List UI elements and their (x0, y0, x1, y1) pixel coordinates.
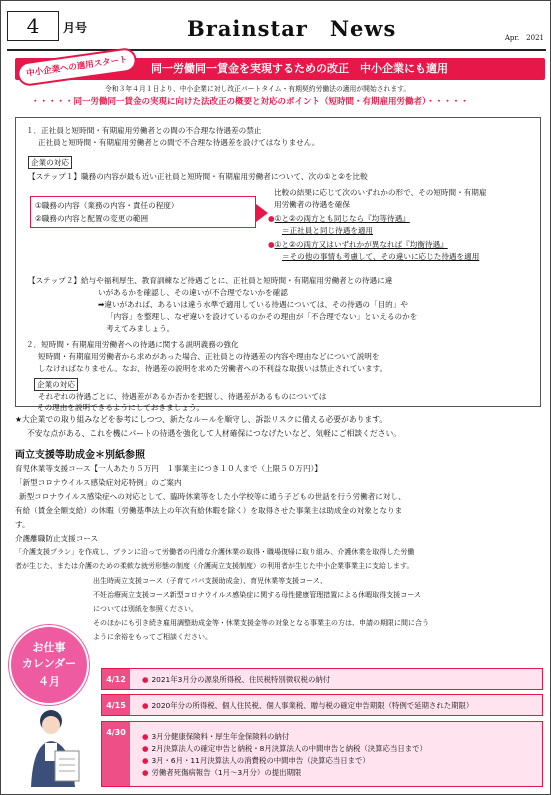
issue-unit: 月号 (63, 21, 88, 35)
right-arrow-icon (256, 204, 268, 222)
section1-heading: １．正社員と短時間・有期雇用労働者との間の不合理な待遇差の禁止 (26, 126, 262, 135)
section1-body: 正社員と短時間・有期雇用労働者との間で不合理な待遇差を設けてはなりません。 (38, 138, 320, 147)
other-course-3: については別紙を参照ください。 (93, 605, 198, 613)
law-summary-box (15, 117, 541, 407)
care-desc-2: 者が生じた、または介護のための柔軟な就労形態の制度（介護両立支援制度）の利用者が生じた中小企業事業主に支給します。 (15, 562, 414, 570)
step2-line-3: ➡違いがあれば、あるいは違う水準で適用している待遇については、その待遇の「目的」や (98, 300, 408, 309)
step1-text: 【ステップ１】職務の内容が最も近い正社員と短時間・有期雇用労働者について、次の①と②を比較 (28, 172, 368, 181)
bullet-icon: ● (268, 214, 275, 223)
points-heading: ・・・・・同一労働同一賃金の実現に向けた法改正の概要と対応のポイント（短時間・有期雇用労働者）・・・・・ (31, 97, 469, 107)
result-line-1: 比較の結果に応じて次のいずれかの形で、その短時間・有期雇 (274, 188, 487, 197)
step2-line-1: 【ステップ２】給与や福利厚生、教育訓練など待遇ごとに、正社員と短時間・有期雇用労働者との待遇に違 (28, 276, 393, 285)
case-equal: ●①と②の両方とも同じなら『均等待遇』 (268, 214, 410, 223)
calendar-item: ● 3月分健康保険料・厚生年金保険料の納付 (142, 732, 290, 741)
case-equal-detail: ＝正社員と同じ待遇を適用 (282, 226, 374, 235)
section2-body-2: しなければなりません。なお、待遇差の説明を求めた労働者への不利益な取扱いは禁止されています。 (38, 364, 388, 373)
headline-text: 同一労働同一賃金を実現するための改正 中小企業にも適用 (151, 62, 448, 75)
bullet-icon: ● (142, 701, 149, 710)
result-line-2: 用労働者の待遇を確保 (274, 200, 350, 209)
care-desc-1: 「介護支援プラン」を作成し、プランに沿って労働者の円滑な介護休業の取得・職場復帰に取り組み、介護休業を取得した労働 (15, 548, 415, 556)
subsidy-desc-3: す。 (15, 520, 30, 529)
calendar-item: ● 2月決算法人の確定申告と納税・8月決算法人の中間申告と納税（決算応当日まで） (142, 744, 427, 753)
office-worker-illustration (21, 707, 87, 789)
header (7, 7, 546, 45)
subsidy-desc-2: 有給（賃金全額支給）の休暇（労働基準法上の年次有給休暇を除く）を取得させた事業主は助成金の対象となりま (15, 506, 403, 515)
calendar-row (101, 668, 543, 690)
issue-number: 4 (7, 11, 59, 41)
calendar-item: ● 3月・6月・11月決算法人の消費税の中間申告（決算応当日まで） (142, 756, 370, 765)
other-note-2: ように余裕をもってご相談ください。 (93, 633, 212, 641)
compare-item-1: ①職務の内容（業務の内容・責任の程度） (35, 201, 179, 210)
section2-body-1: 短時間・有期雇用労働者から求めがあった場合、正社員との待遇差の内容や理由などについて説明を (38, 352, 380, 361)
step2-line-4: 「内容」を整理し、なぜ違いを設けているのかその理由が「不合理でない」といえるのかを (106, 312, 418, 321)
bullet-icon: ● (142, 732, 149, 741)
calendar-item: ● 2020年分の所得税、個人住民税、個人事業税、贈与税の確定申告期限（特例で延期された期限） (142, 701, 474, 710)
calendar-row (101, 721, 543, 787)
note-line-2: 不安な点がある、これを機にパートの待遇を強化して人材確保につなげたいなど、気軽にご相談ください。 (27, 429, 402, 438)
compare-item-2: ②職務の内容と配置の変更の範囲 (35, 214, 149, 223)
other-course-1: 出生時両立支援コース（子育てパパ支援助成金）、育児休業等支援コース、 (93, 577, 328, 585)
subsidy-title: 両立支援等助成金＊別紙参照 (15, 450, 145, 461)
calendar-row (101, 694, 543, 716)
bullet-icon: ● (142, 768, 149, 777)
case-balanced-detail: ＝その他の事情も考慮して、その違いに応じた待遇を適用 (282, 252, 480, 261)
bullet-icon: ● (142, 756, 149, 765)
subsidy-special: 「新型コロナウイルス感染症対応特例」のご案内 (15, 478, 182, 487)
header-divider (7, 49, 546, 51)
subsidy-desc-1: 新型コロナウイルス感染症への対応として、臨時休業等をした小学校等に通う子どもの世話を行う労働者に対し、 (19, 492, 406, 501)
note-line-1: ★大企業での取り組みなどを参考にしつつ、新たなルールを順守し、訴訟リスクに備える必要があります。 (15, 415, 388, 424)
bullet-icon: ● (142, 744, 149, 753)
bullet-icon: ● (142, 675, 149, 684)
enactment-note: 令和３年４月１日より、中小企業に対し改正パートタイム・有期契約労働法の適用が開始されます。 (105, 85, 411, 93)
newsletter-title: Brainstar News (187, 16, 397, 41)
other-course-2: 不妊治療両立支援コース新型コロナウイルス感染症に関する母性健康管理措置による休暇取得支援コース (93, 591, 421, 599)
subsidy-course-2: 介護離職防止支援コース (15, 534, 99, 543)
step2-line-2: いがあるかを確認し、その違いが不合理でないかを確認 (98, 288, 288, 297)
calendar-label-3: ４月 (38, 675, 60, 688)
issue-date: Apr. 2021 (504, 34, 544, 42)
section2-response-2: その理由を説明できるようにしておきましょう。 (37, 403, 205, 412)
calendar-date: 4/12 (102, 669, 130, 689)
calendar-label-2: カレンダー (21, 657, 77, 670)
compare-box (30, 196, 256, 228)
sme-tag-badge: 中小企業への適用スタート (16, 47, 138, 87)
calendar-label-1: お仕事 (32, 641, 66, 654)
case-balanced: ●①と②の両方又はいずれかが異なれば『均衡待遇』 (268, 240, 448, 249)
calendar-item: ● 労働者死傷病報告（1月～3月分）の提出期限 (142, 768, 302, 777)
other-note-1: そのほかにも引き続き雇用調整助成金等・休業支援金等の対象となる事業主の方は、申請の期限に間に合う (93, 619, 429, 627)
section2-heading: ２．短時間・有期雇用労働者への待遇に関する説明義務の強化 (26, 340, 239, 349)
response-label-2: 企業の対応 (34, 378, 78, 391)
response-label-1: 企業の対応 (28, 156, 72, 169)
section2-response-1: それぞれの待遇ごとに、待遇差があるか否かを把握し、待遇差があるものについては (38, 392, 327, 401)
calendar-date: 4/30 (102, 722, 130, 786)
bullet-icon: ● (268, 240, 275, 249)
step2-line-5: 考えてみましょう。 (106, 324, 175, 333)
calendar-item: ● 2021年3月分の源泉所得税、住民税特別徴収税の納付 (142, 675, 331, 684)
calendar-date: 4/15 (102, 695, 130, 715)
calendar-badge (9, 625, 89, 705)
subsidy-course-1: 育児休業等支援コース【一人あたり５万円 １事業主につき１０人まで（上限５０万円）】 (15, 464, 323, 473)
